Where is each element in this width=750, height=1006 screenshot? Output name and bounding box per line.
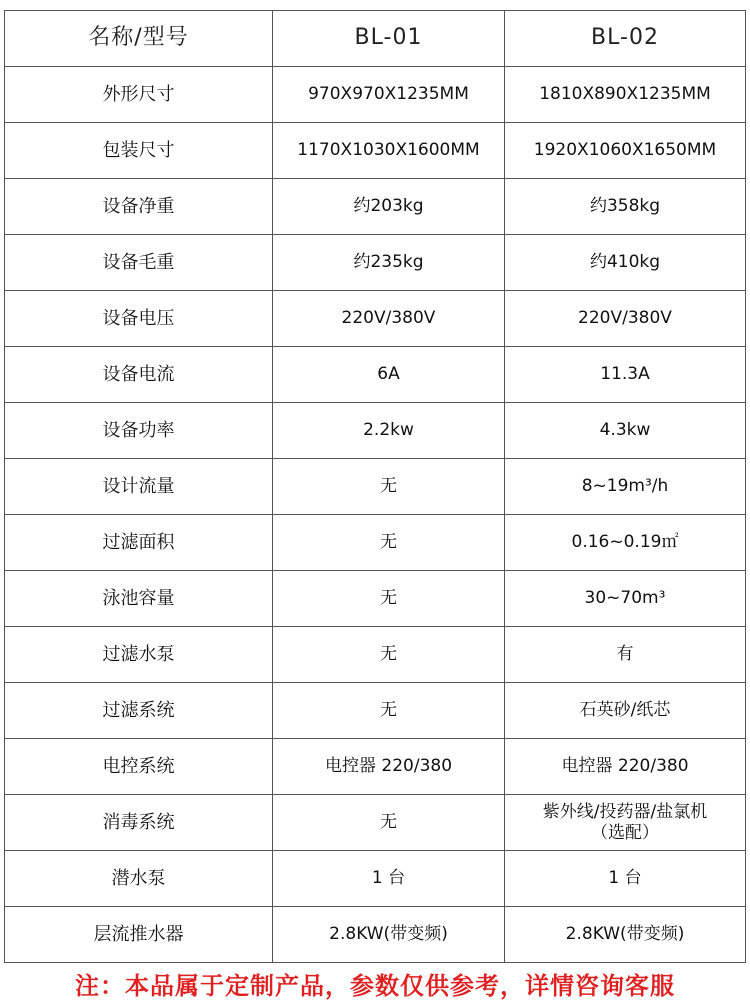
header-name-model: 名称/型号: [5, 11, 273, 67]
bl01-value: 约235kg: [273, 235, 505, 291]
bl01-value: 970X970X1235MM: [273, 67, 505, 123]
row-label: 设备电流: [5, 347, 273, 403]
bl02-value: 1920X1060X1650MM: [505, 123, 746, 179]
bl01-value: 1 台: [273, 851, 505, 907]
row-label: 设计流量: [5, 459, 273, 515]
row-label: 过滤水泵: [5, 627, 273, 683]
bl02-value: 约410kg: [505, 235, 746, 291]
bl01-value: 约203kg: [273, 179, 505, 235]
custom-product-note: 注：本品属于定制产品，参数仅供参考，详情咨询客服: [75, 972, 675, 1000]
bl01-value: 2.2kw: [273, 403, 505, 459]
bl01-value: 无: [273, 683, 505, 739]
table-row: [5, 179, 746, 235]
bl01-value: 2.8KW(带变频): [273, 907, 505, 963]
bl02-value: 30~70m³: [505, 571, 746, 627]
bl02-value: 220V/380V: [505, 291, 746, 347]
bl02-value: 11.3A: [505, 347, 746, 403]
table-row: [5, 291, 746, 347]
table-row: [5, 795, 746, 851]
row-label: 层流推水器: [5, 907, 273, 963]
bl02-value: 1 台: [505, 851, 746, 907]
table-row: [5, 571, 746, 627]
bl01-value: 无: [273, 795, 505, 851]
table-row: [5, 907, 746, 963]
table-row: [5, 347, 746, 403]
header-bl01: BL-01: [273, 11, 505, 67]
row-label: 潜水泵: [5, 851, 273, 907]
row-label: 泳池容量: [5, 571, 273, 627]
table-row: [5, 515, 746, 571]
bl02-value: 8~19m³/h: [505, 459, 746, 515]
row-label: 设备电压: [5, 291, 273, 347]
table-row: [5, 123, 746, 179]
table-row: [5, 403, 746, 459]
row-label: 电控系统: [5, 739, 273, 795]
bl01-value: 220V/380V: [273, 291, 505, 347]
table-row: [5, 459, 746, 515]
row-label: 过滤系统: [5, 683, 273, 739]
bl01-value: 无: [273, 515, 505, 571]
bl01-value: 无: [273, 627, 505, 683]
bl01-value: 6A: [273, 347, 505, 403]
bl02-value: 电控器 220/380: [505, 739, 746, 795]
row-label: 设备功率: [5, 403, 273, 459]
row-label: 设备毛重: [5, 235, 273, 291]
table-header-row: [5, 11, 746, 67]
bl01-value: 1170X1030X1600MM: [273, 123, 505, 179]
bl01-value: 无: [273, 571, 505, 627]
bl02-value: 有: [505, 627, 746, 683]
row-label: 设备净重: [5, 179, 273, 235]
bl02-value: 约358kg: [505, 179, 746, 235]
bl02-value: 石英砂/纸芯: [505, 683, 746, 739]
row-label: 消毒系统: [5, 795, 273, 851]
table-row: [5, 67, 746, 123]
bl02-value: 紫外线/投药器/盐氯机 （选配）: [505, 795, 746, 851]
spec-table: [4, 10, 746, 963]
spec-table-body: [5, 11, 746, 963]
bl02-value: 0.16~0.19㎡: [505, 515, 746, 571]
table-row: [5, 235, 746, 291]
bl02-value: 4.3kw: [505, 403, 746, 459]
bl02-value: 2.8KW(带变频): [505, 907, 746, 963]
row-label: 过滤面积: [5, 515, 273, 571]
row-label: 包装尺寸: [5, 123, 273, 179]
row-label: 外形尺寸: [5, 67, 273, 123]
table-row: [5, 683, 746, 739]
bl01-value: 无: [273, 459, 505, 515]
table-row: [5, 851, 746, 907]
table-row: [5, 627, 746, 683]
header-bl02: BL-02: [505, 11, 746, 67]
table-row: [5, 739, 746, 795]
bl01-value: 电控器 220/380: [273, 739, 505, 795]
bl02-value: 1810X890X1235MM: [505, 67, 746, 123]
